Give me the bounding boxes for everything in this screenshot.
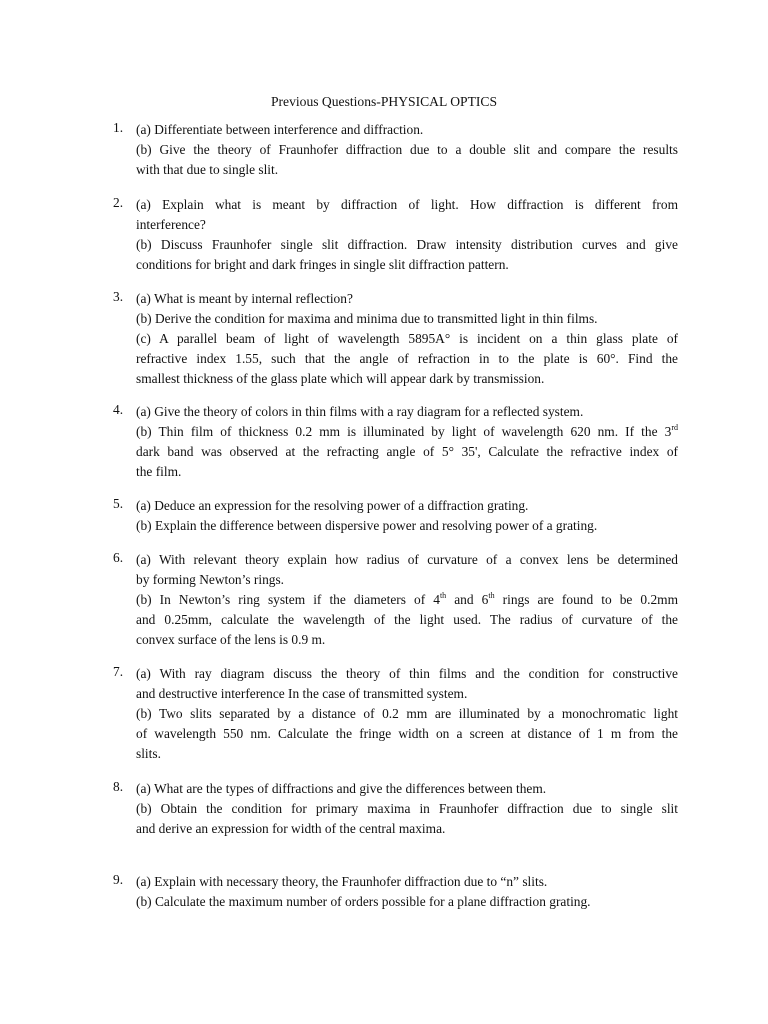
page-title: Previous Questions-PHYSICAL OPTICS: [270, 94, 498, 109]
question-number: 9.: [113, 872, 124, 887]
question-line: (a) Deduce an expression for the resolving power of a diffraction grating.: [136, 498, 529, 513]
question-number: 4.: [113, 402, 124, 417]
question-number: 6.: [113, 550, 124, 565]
question-number: 7.: [113, 664, 124, 679]
question-2: [113, 195, 678, 275]
question-line: (c) A parallel beam of light of wavelength 5895A° is incident on a thin glass plate of: [136, 331, 678, 346]
question-line: and 0.25mm, calculate the wavelength of the light used. The radius of curvature of the: [136, 612, 678, 627]
ordinal-suffix: rd: [671, 423, 678, 432]
question-line: (a) What are the types of diffractions and give the differences between them.: [136, 781, 547, 796]
question-5: [113, 496, 678, 536]
question-7: [113, 664, 678, 764]
question-line: (b) Obtain the condition for primary maxima in Fraunhofer diffraction due to single slit: [136, 801, 678, 816]
line-text: (b) In Newton’s ring system if the diameters of 4: [136, 592, 440, 607]
question-line: conditions for bright and dark fringes in single slit diffraction pattern.: [136, 257, 509, 272]
question-line: and derive an expression for width of the central maxima.: [136, 821, 446, 836]
ordinal-suffix: th: [439, 591, 447, 600]
question-number: 8.: [113, 779, 124, 794]
question-6: [113, 550, 678, 650]
question-number: 5.: [113, 496, 124, 511]
question-line: (a) With relevant theory explain how radius of curvature of a convex lens be determined: [136, 552, 678, 567]
question-line: (b) Explain the difference between dispersive power and resolving power of a grating.: [136, 518, 598, 533]
question-1: [113, 120, 678, 180]
question-3: [113, 289, 678, 389]
question-line: slits.: [136, 746, 161, 761]
ordinal-suffix: th: [488, 591, 495, 600]
question-line: (a) What is meant by internal reflection?: [136, 291, 353, 306]
question-line: of wavelength 550 nm. Calculate the fringe width on a screen at distance of 1 m from the: [136, 726, 678, 741]
question-number: 1.: [113, 120, 124, 135]
question-line: (a) Differentiate between interference and diffraction.: [136, 122, 424, 137]
question-number: 2.: [113, 195, 124, 210]
question-number: 3.: [113, 289, 124, 304]
question-line: interference?: [136, 217, 206, 232]
question-line: (a) Explain what is meant by diffraction of light. How diffraction is different from: [136, 197, 678, 212]
question-line: (b) Two slits separated by a distance of 0.2 mm are illuminated by a monochromatic light: [136, 706, 678, 721]
question-line: the film.: [136, 464, 182, 479]
question-line: (a) With ray diagram discuss the theory of thin films and the condition for constructive: [136, 666, 678, 681]
question-line: with that due to single slit.: [136, 162, 279, 177]
question-9: [113, 872, 678, 912]
question-line: (a) Give the theory of colors in thin films with a ray diagram for a reflected system.: [136, 404, 584, 419]
question-line: by forming Newton’s rings.: [136, 572, 285, 587]
question-4: [113, 402, 678, 482]
question-line: dark band was observed at the refracting angle of 5° 35', Calculate the refractive index of: [136, 444, 678, 459]
line-text: and 6: [446, 592, 489, 607]
question-line: (b) Give the theory of Fraunhofer diffraction due to a double slit and compare the results: [136, 142, 678, 157]
question-8: [113, 779, 678, 839]
question-line: (b) Discuss Fraunhofer single slit diffraction. Draw intensity distribution curves and give: [136, 237, 678, 252]
line-text: (b) Thin film of thickness 0.2 mm is illuminated by light of wavelength 620 nm. If the 3: [136, 424, 672, 439]
question-line: (a) Explain with necessary theory, the Fraunhofer diffraction due to “n” slits.: [136, 874, 548, 889]
question-line: smallest thickness of the glass plate which will appear dark by transmission.: [136, 371, 545, 386]
question-line: convex surface of the lens is 0.9 m.: [136, 632, 326, 647]
question-line: (b) Calculate the maximum number of orders possible for a plane diffraction grating.: [136, 894, 591, 909]
question-line: refractive index 1.55, such that the angle of refraction in to the plate is 60°. Find the: [136, 351, 678, 366]
question-line: [136, 422, 678, 442]
question-line: and destructive interference In the case of transmitted system.: [136, 686, 468, 701]
question-line: (b) Derive the condition for maxima and minima due to transmitted light in thin films.: [136, 311, 598, 326]
question-line: [136, 590, 678, 610]
line-text: rings are found to be 0.2mm: [494, 592, 678, 607]
